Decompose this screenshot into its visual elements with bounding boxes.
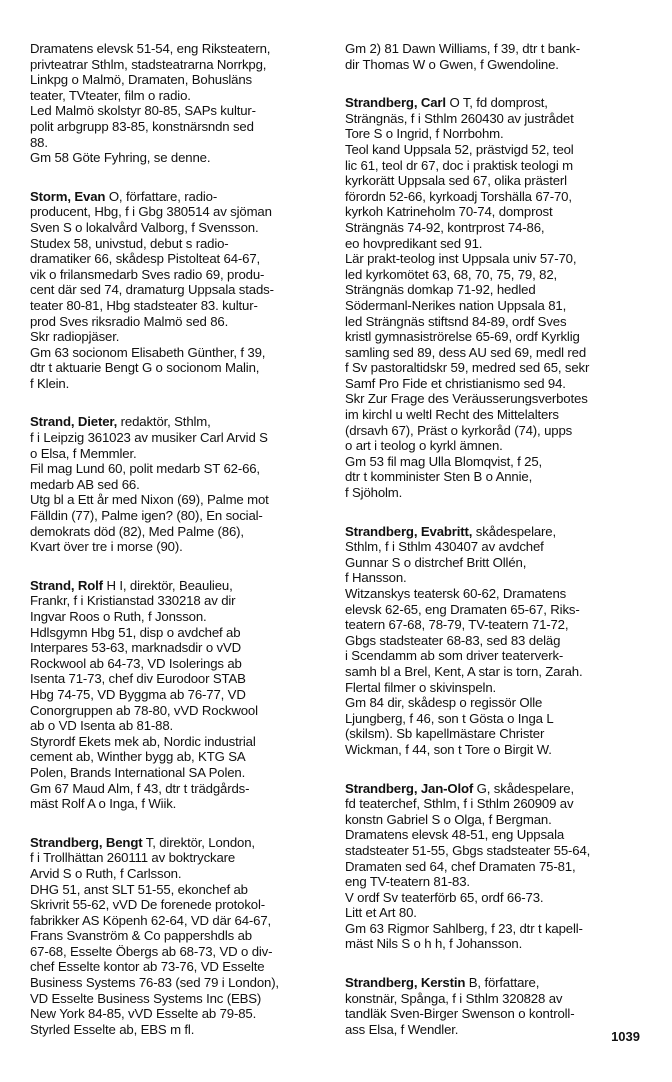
entry-line [345,859,645,875]
entry-line [30,850,330,866]
entry-text: led kyrkomötet 63, 68, 70, 75, 79, 82, [345,266,558,282]
entry-line [30,220,330,236]
entry-line [345,524,645,540]
entry-line [345,236,645,252]
entry-line [30,298,330,314]
entry-line [345,423,645,439]
entry-text: dtr t komminister Sten B o Annie, [345,469,533,485]
entry-line [345,158,645,174]
entry-text: Gunnar S o distrchef Britt Ollén, [345,554,527,570]
entry-text: f Hansson. [345,570,407,586]
entry-text: Styrled Esselte ab, EBS m fl. [30,1021,195,1037]
entry-text: Gm 67 Maud Alm, f 43, dtr t trädgårds- [30,780,250,796]
entry-text: G, skådespelare, [473,780,574,796]
entry-line [30,928,330,944]
entry-text: (skilsm). Sb kapellmästare Christer [345,726,545,742]
entry-line [345,936,645,952]
entry-text: Business Systems 76-83 (sed 79 i London), [30,975,279,991]
entry-text: f i Trollhättan 260111 av boktryckare [30,850,236,866]
entry-line [345,57,645,73]
entry-line [345,314,645,330]
entry-text: Dramaten sed 64, chef Dramaten 75-81, [345,858,576,874]
entry-line [345,617,645,633]
entry-line [345,173,645,189]
entry-line [30,41,330,57]
entry-line [345,742,645,758]
entry-text: f i Leipzig 361023 av musiker Carl Arvid S [30,430,268,446]
entry-line [345,991,645,1007]
entry-name: Strandberg, Bengt [30,834,143,850]
entry-line [345,298,645,314]
entry-text: New York 84-85, vVD Esselte ab 79-85. [30,1006,257,1022]
entry-line [30,835,330,851]
entry-text: fabrikker AS Köpenh 62-64, VD där 64-67, [30,912,272,928]
entry-line [30,593,330,609]
entry-text: 88. [30,134,48,150]
page-number: 1039 [611,1029,640,1044]
entry-text: mäst Nils S o h h, f Johansson. [345,936,523,952]
entry-text: Led Malmö skolstyr 80-85, SAPs kultur- [30,103,256,119]
entry-line [345,126,645,142]
entry-line [30,119,330,135]
entry-line [30,189,330,205]
entry-line [30,204,330,220]
entry-text: i Scendamm ab som driver teaterverk- [345,648,564,664]
entry-line [30,796,330,812]
entry-line [345,407,645,423]
entry-name: Strand, Rolf [30,577,103,593]
entry-text: DHG 51, anst SLT 51-55, ekonchef ab [30,881,248,897]
entry-text: Rockwool ab 64-73, VD Isolerings ab [30,655,242,671]
entry-text: Litt et Art 80. [345,905,417,921]
entry-line [30,461,330,477]
entry-text: Strängnäs 74-92, kontrprost 74-86, [345,219,545,235]
entry-line [345,454,645,470]
entry-line [345,189,645,205]
entry-line [345,975,645,991]
entry-line [30,781,330,797]
entry-line [345,1022,645,1038]
entry-text: vik o frilansmedarb Sves radio 69, produ- [30,266,265,282]
entry-line [30,991,330,1007]
entry-text: stadsteater 51-55, Gbgs stadsteater 55-64, [345,842,591,858]
entry-line [30,975,330,991]
entry-line [30,446,330,462]
entry-name: Strandberg, Jan-Olof [345,780,474,796]
entry-line [345,812,645,828]
entry-text: dramatiker 66, skådesp Pistolteat 64-67, [30,251,261,267]
entry-text: Wickman, f 44, son t Tore o Birgit W. [345,741,552,757]
entry-text: Sven S o lokalvård Valborg, f Svensson. [30,219,259,235]
entry-text: prod Sves riksradio Malmö sed 86. [30,313,229,329]
entry-line [345,391,645,407]
entry-text: demokrats död (82), Med Palme (86), [30,523,244,539]
entry-line [30,609,330,625]
entry-line [30,88,330,104]
entry-text: 67-68, Esselte Öbergs ab 68-73, VD o div- [30,943,273,959]
entry-text: led Strängnäs stiftsnd 84-89, ordf Sves [345,313,567,329]
entry-line [30,236,330,252]
entry-line [30,671,330,687]
entry-text: Lär prakt-teolog inst Uppsala univ 57-70, [345,251,577,267]
entry-line [30,1022,330,1038]
entry-text: Södermanl-Nerikes nation Uppsala 81, [345,297,567,313]
entry-line [30,687,330,703]
entry-line [30,314,330,330]
entry-text: Frankr, f i Kristianstad 330218 av dir [30,593,236,609]
entry-text: samh bl a Brel, Kent, A star is torn, Zarah. [345,663,583,679]
biography-entry [345,975,645,1037]
entry-line [30,718,330,734]
entry-text: Samf Pro Fide et christianismo sed 94. [345,375,566,391]
entry-text: Tore S o Ingrid, f Norrbohm. [345,126,504,142]
entry-text: Fil mag Lund 60, polit medarb ST 62-66, [30,461,260,477]
entry-text: Hbg 74-75, VD Byggma ab 76-77, VD [30,686,246,702]
entry-line [345,586,645,602]
entry-line [345,781,645,797]
entry-line [30,944,330,960]
entry-line [30,524,330,540]
biography-entry [30,414,330,554]
entry-line [30,345,330,361]
entry-line [30,765,330,781]
entry-text: dir Thomas W o Gwen, f Gwendoline. [345,56,559,72]
right-column [345,41,645,1060]
entry-line [30,57,330,73]
entry-text: Gm 84 dir, skådesp o regissör Olle [345,695,543,711]
entry-line [345,41,645,57]
entry-text: Styrordf Ekets mek ab, Nordic industrial [30,733,256,749]
entry-text: o Elsa, f Memmler. [30,445,137,461]
entry-line [30,508,330,524]
entry-text: Skrivrit 55-62, vVD De forenede protokol- [30,897,265,913]
entry-line [345,345,645,361]
entry-line [345,905,645,921]
entry-text: H I, direktör, Beaulieu, [102,577,233,593]
entry-line [345,220,645,236]
entry-line [30,282,330,298]
entry-text: (drsavh 67), Präst o kyrkoråd (74), upps [345,422,573,438]
entry-line [30,477,330,493]
entry-text: ab o VD Isenta ab 81-88. [30,718,174,734]
entry-line [30,866,330,882]
entry-text: konstnär, Spånga, f i Sthlm 320828 av [345,990,563,1006]
entry-text: Studex 58, univstud, debut s radio- [30,235,229,251]
entry-line [345,602,645,618]
entry-text: f Klein. [30,375,70,391]
entry-text: Dramatens elevsk 48-51, eng Uppsala [345,827,565,843]
entry-text: Dramatens elevsk 51-54, eng Riksteatern, [30,41,271,56]
entry-line [345,827,645,843]
entry-text: Gm 63 Rigmor Sahlberg, f 23, dtr t kapell- [345,920,583,936]
entry-line [345,1006,645,1022]
entry-text: teatern 67-68, 78-79, TV-teatern 71-72, [345,617,569,633]
entry-text: Gm 2) 81 Dawn Williams, f 39, dtr t bank- [345,41,580,56]
entry-text: O T, fd domprost, [445,95,548,111]
entry-text: teater, TVteater, film o radio. [30,87,191,103]
entry-line [345,555,645,571]
entry-line [30,360,330,376]
entry-text: chef Esselte kontor ab 73-76, VD Esselte [30,959,265,975]
entry-line [30,578,330,594]
entry-text: Skr Zur Frage des Veräusserungsverbotes [345,391,588,407]
entry-text: Frans Svanström & Co pappershdls ab [30,928,252,944]
entry-name: Strandberg, Carl [345,95,446,111]
entry-text: Gm 63 socionom Elisabeth Günther, f 39, [30,344,266,360]
entry-line [345,726,645,742]
biography-entry [345,41,645,72]
entry-line [345,633,645,649]
entry-text: konstn Gabriel S o Olga, f Bergman. [345,811,552,827]
entry-line [30,414,330,430]
entry-line [30,749,330,765]
entry-line [345,267,645,283]
entry-text: Hdlsgymn Hbg 51, disp o avdchef ab [30,624,241,640]
entry-text: Utg bl a Ett år med Nixon (69), Palme mot [30,492,269,508]
entry-text: B, författare, [465,975,540,991]
entry-line [345,890,645,906]
entry-text: producent, Hbg, f i Gbg 380514 av sjöman [30,204,272,220]
entry-text: Interpares 53-63, marknadsdir o vVD [30,640,241,656]
entry-line [345,874,645,890]
entry-text: Flertal filmer o skivinspeln. [345,679,497,695]
entry-text: fd teaterchef, Sthlm, f i Sthlm 260909 av [345,796,574,812]
entry-text: tandläk Sven-Birger Swenson o kontroll- [345,1006,575,1022]
entry-name: Storm, Evan [30,188,106,204]
entry-text: dtr t aktuarie Bengt G o socionom Malin, [30,360,260,376]
entry-text: Kvart över tre i morse (90). [30,539,183,555]
entry-line [345,485,645,501]
entry-line [345,921,645,937]
entry-line [345,539,645,555]
entry-line [30,376,330,392]
entry-line [345,570,645,586]
entry-text: Isenta 71-73, chef div Eurodoor STAB [30,671,246,687]
entry-text: polit arbgrupp 83-85, konstnärsndn sed [30,118,254,134]
entry-line [30,897,330,913]
entry-line [30,882,330,898]
entry-line [30,430,330,446]
entry-text: Strängnäs, f i Sthlm 260430 av justrådet [345,110,574,126]
entry-line [30,267,330,283]
entry-name: Strandberg, Kerstin [345,975,466,991]
biography-entry [30,578,330,812]
entry-line [345,796,645,812]
entry-line [30,640,330,656]
entry-line [345,111,645,127]
entry-line [345,282,645,298]
biography-entry [30,835,330,1038]
entry-text: elevsk 62-65, eng Dramaten 65-67, Riks- [345,601,580,617]
entry-text: o art i teolog o kyrkl ämnen. [345,438,503,454]
entry-line [30,656,330,672]
entry-line [30,625,330,641]
entry-name: Strandberg, Evabritt, [345,523,473,539]
entry-text: förordn 52-66, kyrkoadj Torshälla 67-70, [345,188,572,204]
entry-line [30,329,330,345]
entry-text: kyrkorätt Uppsala sed 67, olika prästerl [345,173,567,189]
entry-text: kyrkoh Katrineholm 70-74, domprost [345,204,553,220]
entry-text: samling sed 89, dess AU sed 69, medl red [345,344,587,360]
entry-text: Strängnäs domkap 71-92, hedled [345,282,536,298]
entry-line [30,959,330,975]
entry-line [30,492,330,508]
entry-line [30,103,330,119]
entry-line [30,135,330,151]
entry-line [30,72,330,88]
entry-text: T, direktör, London, [142,834,255,850]
entry-line [30,251,330,267]
entry-name: Strand, Dieter, [30,414,118,430]
entry-text: VD Esselte Business Systems Inc (EBS) [30,990,262,1006]
entry-line [345,329,645,345]
entry-text: Teol kand Uppsala 52, prästvigd 52, teol [345,141,574,157]
entry-line [345,469,645,485]
entry-text: O, författare, radio- [105,188,218,204]
biography-entry [345,781,645,953]
biography-entry [30,41,330,166]
entry-text: Linkpg o Malmö, Dramaten, Bohusläns [30,72,252,88]
entry-line [345,680,645,696]
entry-text: redaktör, Sthlm, [117,414,211,430]
entry-text: Gm 58 Göte Fyhring, se denne. [30,150,211,166]
entry-text: f Sv pastoraltidskr 59, medred sed 65, sekr [345,360,590,376]
entry-line [30,1006,330,1022]
entry-line [345,438,645,454]
entry-text: mäst Rolf A o Inga, f Wiik. [30,796,177,812]
entry-text: im kirchl u weltl Recht des Mittelalters [345,407,559,423]
entry-text: Arvid S o Ruth, f Carlsson. [30,865,182,881]
biography-entry [345,95,645,500]
entry-line [345,360,645,376]
entry-text: Polen, Brands International SA Polen. [30,764,246,780]
entry-line [345,95,645,111]
entry-line [30,734,330,750]
entry-line [345,843,645,859]
entry-text: Sthlm, f i Sthlm 430407 av avdchef [345,539,544,555]
entry-line [345,711,645,727]
entry-text: Gm 53 fil mag Ulla Blomqvist, f 25, [345,453,543,469]
biography-entry [345,524,645,758]
entry-text: Fälldin (77), Palme igen? (80), En social- [30,508,263,524]
entry-line [345,648,645,664]
entry-text: medarb AB sed 66. [30,476,140,492]
entry-text: teater 80-81, Hbg stadsteater 83. kultur- [30,297,258,313]
entry-text: Ljungberg, f 46, son t Gösta o Inga L [345,710,554,726]
entry-text: Skr radiopjäser. [30,329,120,345]
entry-line [345,376,645,392]
biography-entry [30,189,330,392]
entry-text: eo hovpredikant sed 91. [345,235,483,251]
left-column [30,41,330,1060]
entry-line [345,204,645,220]
entry-line [345,664,645,680]
entry-text: privteatrar Sthlm, stadsteatrarna Norrkpg, [30,56,267,72]
entry-text: Conorgruppen ab 78-80, vVD Rockwool [30,702,258,718]
entry-line [345,142,645,158]
entry-line [345,251,645,267]
entry-text: V ordf Sv teaterförb 65, ordf 66-73. [345,889,544,905]
entry-text: Witzanskys teatersk 60-62, Dramatens [345,586,567,601]
entry-text: skådespelare, [472,523,556,539]
entry-line [30,539,330,555]
entry-text: Gbgs stadsteater 68-83, sed 83 deläg [345,632,561,648]
entry-text: ass Elsa, f Wendler. [345,1021,459,1037]
entry-text: eng TV-teatern 81-83. [345,874,470,890]
entry-text: f Sjöholm. [345,485,403,501]
entry-line [30,150,330,166]
entry-text: Ingvar Roos o Ruth, f Jonsson. [30,609,207,624]
entry-text: lic 61, teol dr 67, doc i praktisk teologi m [345,157,573,173]
entry-line [30,913,330,929]
entry-text: cement ab, Winther bygg ab, KTG SA [30,749,246,765]
entry-line [30,703,330,719]
entry-text: cent där sed 74, dramaturg Uppsala stads- [30,282,274,298]
entry-text: kristl gymnasiströrelse 65-69, ordf Kyrklig [345,329,580,345]
entry-line [345,695,645,711]
